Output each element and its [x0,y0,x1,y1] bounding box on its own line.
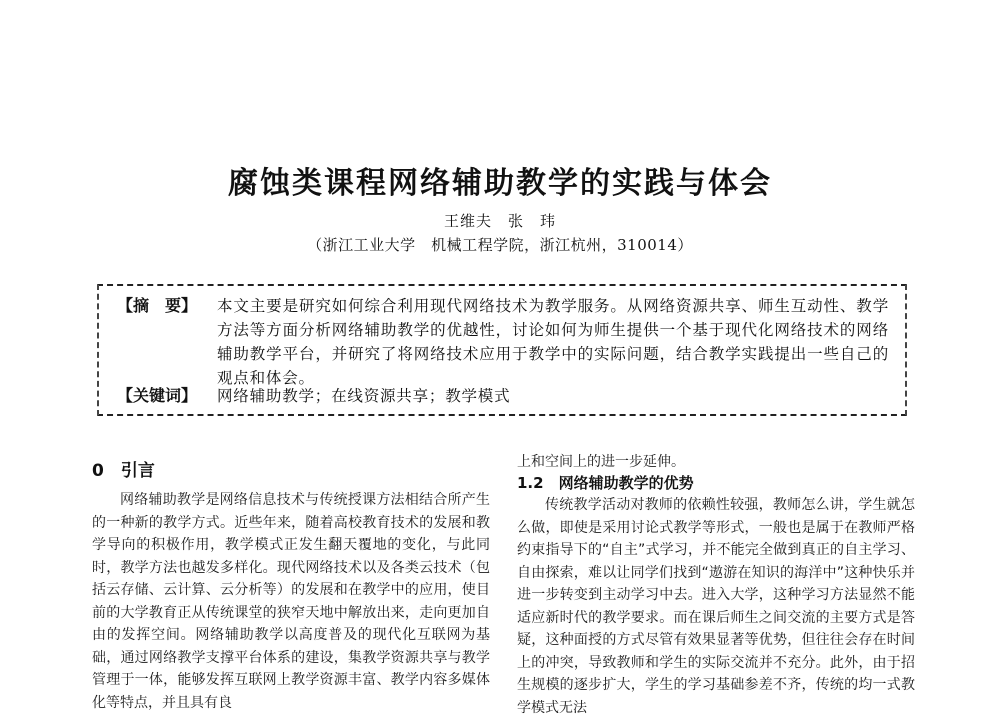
paper-title: 腐蚀类课程网络辅助教学的实践与体会 [228,166,772,201]
subsection-heading-advantages: 1.2 网络辅助教学的优势 [517,474,694,492]
right-column [517,494,915,716]
keywords-text: 网络辅助教学；在线资源共享；教学模式 [217,387,511,405]
paper-authors: 王维夫 张 玮 [443,212,556,230]
section-heading-introduction: 0 引言 [92,461,155,481]
paper-affiliation: （浙江工业大学 机械工程学院，浙江杭州，310014） [307,236,693,254]
abstract-label: 【摘 要】 [117,296,198,315]
abstract-text: 本文主要是研究如何综合利用现代网络技术为教学服务。从网络资源共享、师生互动性、教学方法等方面分析网络辅助教学的优越性，讨论如何为师生提供一个基于现代化网络技术的网络辅助教学平台，并研究了将网络技术应用于教学中的实际问题，结合教学实践提出一些自己的观点和体会。 [217,297,889,387]
introduction-paragraph: 网络辅助教学是网络信息技术与传统授课方法相结合所产生的一种新的教学方式。近些年来，随着高校教育技术的发展和教学导向的积极作用，教学模式正发生翻天覆地的变化，与此同时，教学方法也越发多样化。现代网络技术以及各类云技术（包括云存储、云计算、云分析等）的发展和在教学中的应用，使目前的大学教育正从传统课堂的狭窄天地中解放出来，走向更加自由的发挥空间。网络辅助教学以高度普及的现代化互联网为基础，通过网络教学支撑平台体系的建设，集教学资源共享与教学管理于一体，能够发挥互联网上教学资源丰富、教学内容多媒体化等特点，并且具有良 [92,492,490,711]
keywords-label: 【关键词】 [117,386,198,405]
left-column [92,489,490,711]
right-column-continuation: 上和空间上的进一步延伸。 [517,454,685,470]
abstract-box [97,284,907,416]
advantages-paragraph: 传统教学活动对教师的依赖性较强，教师怎么讲，学生就怎么做，即使是采用讨论式教学等形式，一般也是属于在教师严格约束指导下的“自主”式学习，并不能完全做到真正的自主学习、自由探索，难以让同学们找到“遨游在知识的海洋中”这种快乐并进一步转变到主动学习中去。进入大学，这种学习方法显然不能适应新时代的教学要求。而在课后师生之间交流的主要方式是答疑，这种面授的方式尽管有效果显著等优势，但往往会存在时间上的冲突，导致教师和学生的实际交流并不充分。此外，由于招生规模的逐步扩大，学生的学习基础参差不齐，传统的均一式教学模式无法 [517,497,915,716]
